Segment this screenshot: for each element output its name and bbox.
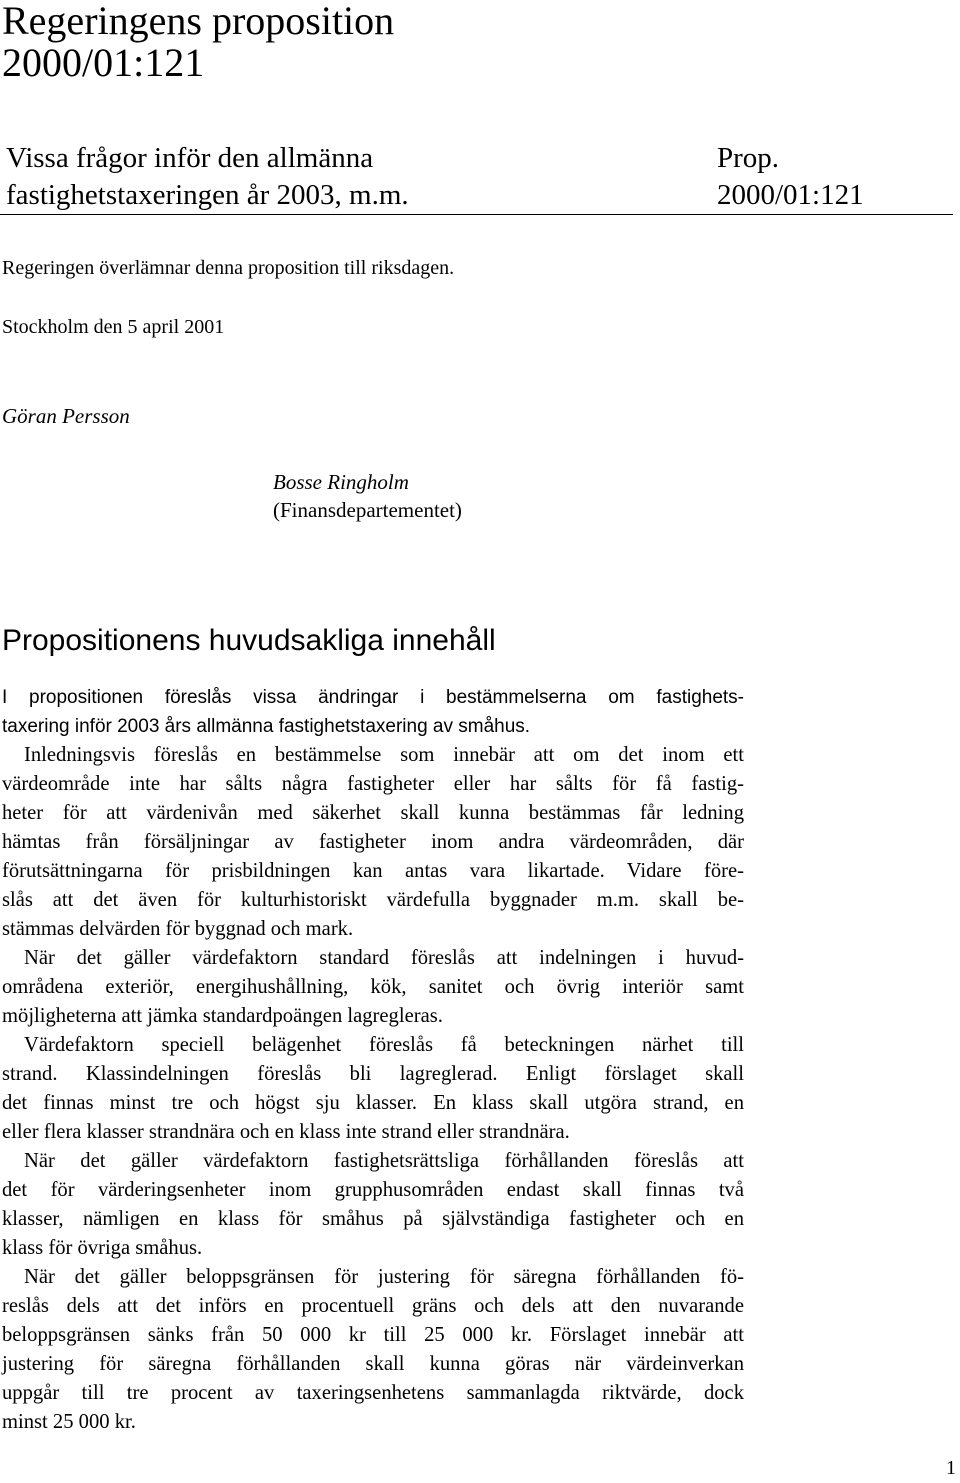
subject-line-2: fastighetstaxeringen år 2003, m.m. <box>6 179 409 211</box>
text-line: När det gäller beloppsgränsen för justering för säregna förhållanden fö- <box>24 1266 744 1288</box>
paragraph <box>2 1031 744 1147</box>
text-line: eller flera klasser strandnära och en klass inte strand eller strandnära. <box>2 1121 570 1143</box>
text-line: områdena exteriör, energihushållning, kök, sanitet och övrig interiör samt <box>2 976 744 998</box>
paragraph <box>2 1147 744 1263</box>
text-line: Värdefaktorn speciell belägenhet föreslås få beteckningen närhet till <box>24 1034 744 1056</box>
document-title-text: Regeringens proposition <box>2 0 395 43</box>
text-line: hämtas från försäljningar av fastigheter inom andra värdeområden, där <box>2 831 744 853</box>
text-line: beloppsgränsen sänks från 50 000 kr till 25 000 kr. Förslaget innebär att <box>2 1324 744 1346</box>
subject-line-1: Vissa frågor inför den allmänna <box>6 142 374 174</box>
text-line: justering för säregna förhållanden skall kunna göras när värdeinverkan <box>2 1353 744 1375</box>
minister-signature <box>273 468 462 524</box>
paragraph <box>2 1263 744 1437</box>
prop-label: Prop. <box>717 142 780 174</box>
paragraph <box>2 741 744 944</box>
text-line: det finnas minst tre och högst sju klasser. En klass skall utgöra strand, en <box>2 1092 744 1114</box>
text-line: uppgår till tre procent av taxeringsenhetens sammanlagda riktvärde, dock <box>2 1382 744 1404</box>
department-name: (Finansdepartementet) <box>273 498 462 522</box>
prime-minister-signature: Göran Persson <box>2 404 130 428</box>
text-line: heter för att värdenivån med säkerhet skall kunna bestämmas får ledning <box>2 802 744 824</box>
text-line: reslås dels att det införs en procentuell gräns och dels att den nuvarande <box>2 1295 744 1317</box>
text-line: det för värderingsenheter inom grupphusområden endast skall finnas två <box>2 1179 744 1201</box>
text-line: stämmas delvärden för byggnad och mark. <box>2 918 354 940</box>
proposition-subject <box>6 140 409 214</box>
text-line: värdeområde inte har sålts några fastigheter eller har sålts för få fastig- <box>2 773 744 795</box>
text-line: förutsättningarna för prisbildningen kan antas vara likartade. Vidare före- <box>2 860 744 882</box>
proposition-number: 2000/01:121 <box>2 40 205 85</box>
text-line: klass för övriga småhus. <box>2 1237 203 1259</box>
text-line: strand. Klassindelningen föreslås bli lagreglerad. Enligt förslaget skall <box>2 1063 744 1085</box>
page-number: 1 <box>946 1457 956 1479</box>
paragraph <box>2 683 744 741</box>
date-place: Stockholm den 5 april 2001 <box>2 316 225 338</box>
proposition-reference <box>717 140 864 214</box>
text-line: möjligheterna att jämka standardpoängen lagregleras. <box>2 1005 443 1027</box>
paragraph <box>2 944 744 1031</box>
text-line: När det gäller värdefaktorn standard föreslås att indelningen i huvud- <box>24 947 744 969</box>
header-divider <box>0 214 953 215</box>
summary-body <box>2 683 744 1437</box>
prop-reference-number: 2000/01:121 <box>717 179 864 211</box>
text-line: minst 25 000 kr. <box>2 1411 136 1433</box>
text-line: klasser, nämligen en klass för småhus på självständiga fastigheter och en <box>2 1208 744 1230</box>
text-line: När det gäller värdefaktorn fastighetsrättsliga förhållanden föreslås att <box>24 1150 744 1172</box>
section-heading: Propositionens huvudsakliga innehåll <box>2 624 496 657</box>
text-line: Inledningsvis föreslås en bestämmelse som innebär att om det inom ett <box>24 744 744 766</box>
text-line: taxering inför 2003 års allmänna fastighetstaxering av småhus. <box>2 716 531 737</box>
text-line: slås att det även för kulturhistoriskt värdefulla byggnader m.m. skall be- <box>2 889 744 911</box>
minister-name: Bosse Ringholm <box>273 470 409 494</box>
document-title <box>2 0 394 84</box>
text-line: I propositionen föreslås vissa ändringar i bestämmelserna om fastighets- <box>2 687 744 708</box>
intro-statement: Regeringen överlämnar denna proposition till riksdagen. <box>2 257 455 279</box>
